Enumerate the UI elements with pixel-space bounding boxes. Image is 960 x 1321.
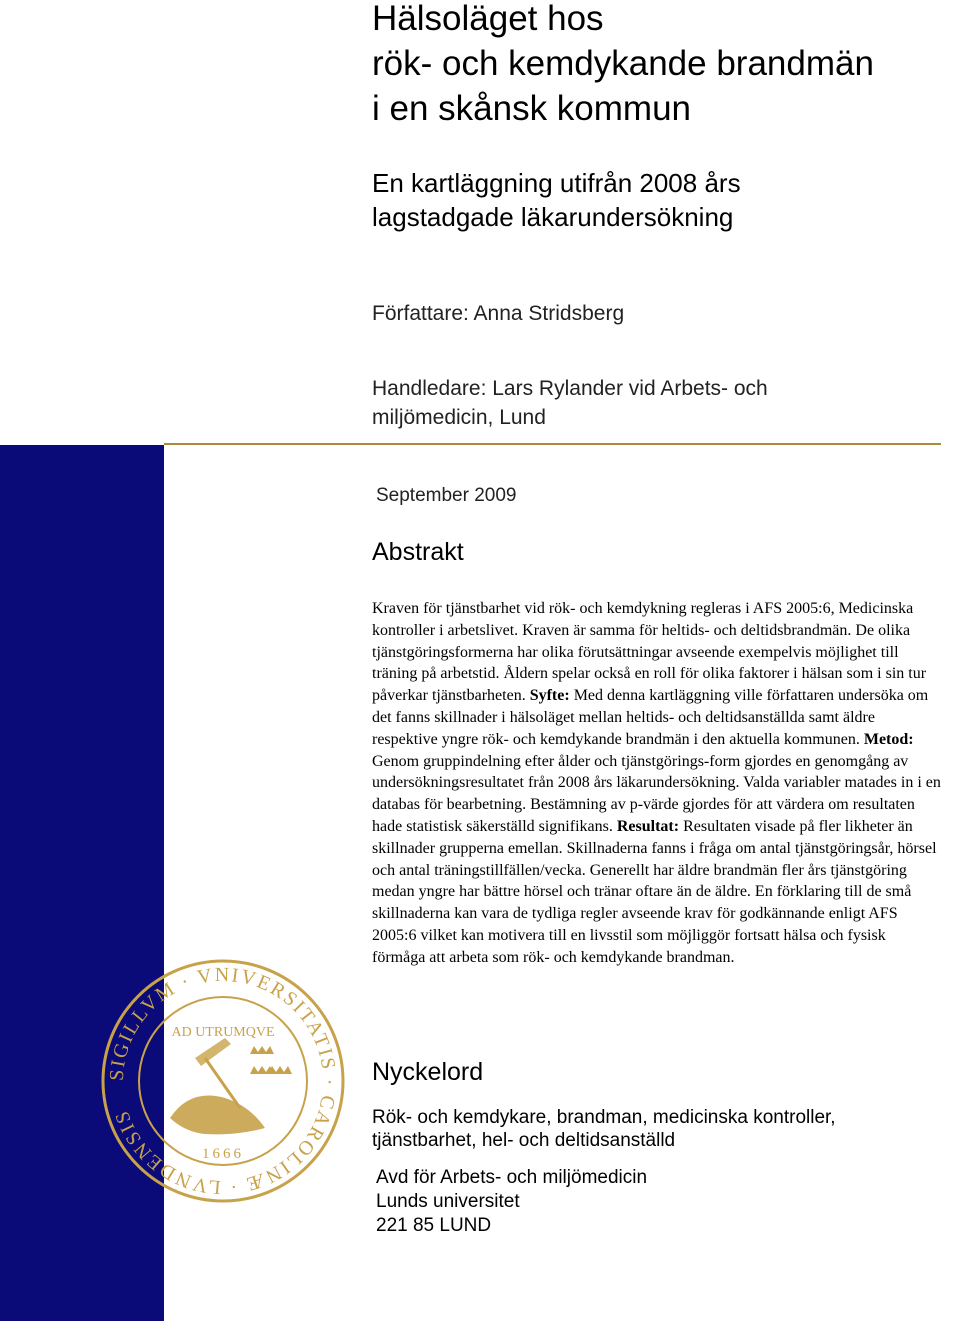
- abstract-body: [372, 598, 942, 969]
- divider-rule: [164, 443, 941, 445]
- result-label: Resultat:: [616, 817, 680, 835]
- method-label: Metod:: [863, 730, 914, 748]
- address-line-2: Lunds universitet: [376, 1191, 520, 1212]
- address-block: [376, 1166, 647, 1238]
- seal-year: 1666: [202, 1146, 244, 1162]
- aim-label: Syfte:: [529, 687, 570, 705]
- page-subtitle: [372, 166, 741, 234]
- seal-ring-text: SIGILLVM · VNIVERSITATIS · CAROLINÆ · LVNDENSIS: [105, 963, 341, 1199]
- publication-date: September 2009: [376, 485, 517, 506]
- address-line-3: 221 85 LUND: [376, 1215, 492, 1236]
- abstract-aim: Med denna kartläggning ville författaren undersöka om det fanns skillnader i hälsoläget mellan heltids- och deltidsanställda samt äldre respektive yngre rök- och kemdykande brandmän i den aktuella kommunen.: [372, 687, 929, 748]
- abstract-heading: Abstrakt: [372, 538, 464, 566]
- page-title: [372, 0, 874, 131]
- author: Författare: Anna Stridsberg: [372, 302, 625, 325]
- abstract-intro: Kraven för tjänstbarhet vid rök- och kemdykning regleras i AFS 2005:6, Medicinska kontroller i arbetslivet. Kraven är samma för heltids- och deltidsbrandmän. De olika tjänstgöringsformerna har olika förutsättningar avseende exempelvis möjlighet till träning på arbetstid. Åldern spelar också en roll för olika faktorer i hälsan som i sin tur påverkar tjänstbarheten.: [372, 600, 927, 705]
- subtitle-line-2: lagstadgade läkarundersökning: [372, 202, 734, 232]
- title-line-3: i en skånsk kommun: [372, 89, 692, 128]
- abstract-method: Genom gruppindelning efter ålder och tjänstgörings-form gjordes en genomgång av undersökningsresultatet från 2008 års läkarundersökning. Valda variabler matades in i en databas för bearbetning. Bestämning av p-värde gjordes för att värdera om resultaten hade statistisk säkerställd signifikans.: [372, 752, 941, 835]
- university-seal-logo: [100, 958, 346, 1204]
- seal-motto: AD UTRUMQVE: [171, 1025, 275, 1040]
- title-line-2: rök- och kemdykande brandmän: [372, 44, 874, 83]
- abstract-result: Resultaten visade på fler likheter än skillnader grupperna emellan. Skillnaderna fanns i fråga om antal tjänstgöringsår, hörsel och antal träningstillfällen/vecka. Generellt har äldre brandmän fler års tjänstgöring medan yngre har bättre hörsel och tränar oftare än de äldre. En förklaring till de små skillnaderna kan vara de tydliga regler avseende krav för godkännande enligt AFS 2005:6 vilket kan motivera till en livsstil som möjliggör fortsatt hälsa och fysisk förmåga att arbeta som rök- och kemdykande brandman.: [372, 817, 937, 966]
- keywords-text: Rök- och kemdykare, brandman, medicinska kontroller, tjänstbarhet, hel- och deltidsanställd: [372, 1107, 836, 1151]
- supervisor: Handledare: Lars Rylander vid Arbets- och miljömedicin, Lund: [372, 377, 768, 429]
- keywords-heading: Nyckelord: [372, 1058, 484, 1086]
- title-line-1: Hälsoläget hos: [372, 0, 604, 38]
- subtitle-line-1: En kartläggning utifrån 2008 års: [372, 168, 741, 198]
- address-line-1: Avd för Arbets- och miljömedicin: [376, 1167, 648, 1188]
